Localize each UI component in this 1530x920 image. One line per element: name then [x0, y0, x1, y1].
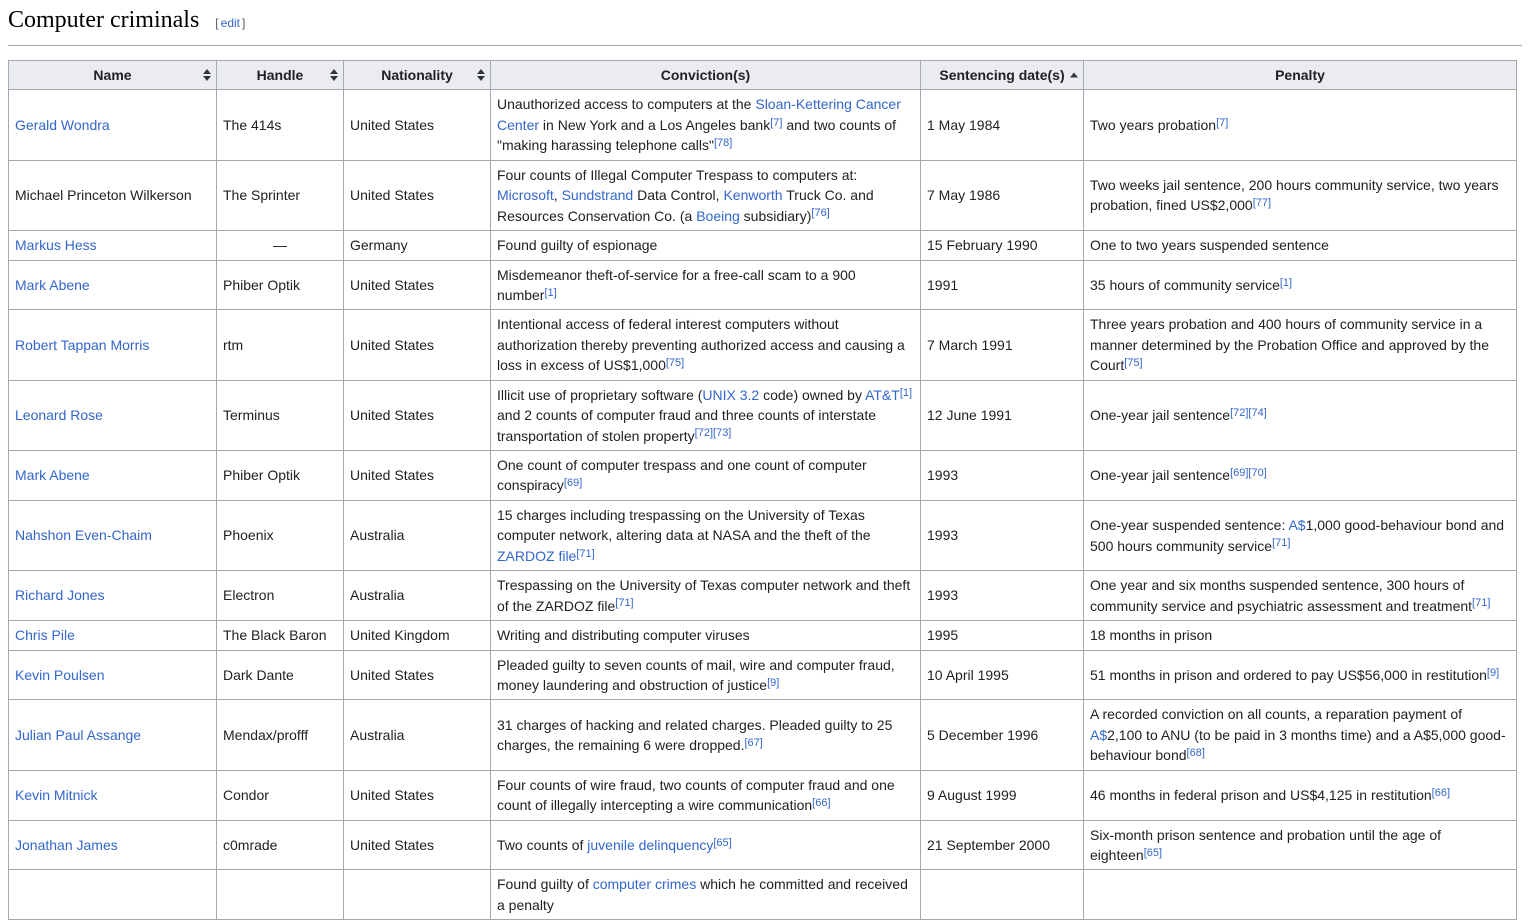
- sentencing-date-cell: 21 September 2000: [921, 820, 1084, 870]
- conviction-cell: 31 charges of hacking and related charges. Pleaded guilty to 25 charges, the remaining 6 were dropped.[67]: [491, 700, 921, 770]
- reference: [1272, 537, 1290, 549]
- nationality-cell: United Kingdom: [344, 621, 491, 650]
- sentencing-date-cell: 1991: [921, 260, 1084, 310]
- reference-link[interactable]: [1]: [899, 386, 913, 399]
- page-title: Computer criminals: [8, 7, 200, 33]
- reference-link[interactable]: [71]: [615, 597, 634, 610]
- reference-link[interactable]: [1]: [544, 286, 557, 299]
- conviction-cell: Trespassing on the University of Texas computer network and theft of the ZARDOZ file[71]: [491, 571, 921, 621]
- wiki-link[interactable]: juvenile delinquency: [587, 836, 714, 853]
- table-row: [9, 260, 1517, 310]
- handle-cell: The Sprinter: [217, 160, 344, 230]
- table-row: [9, 451, 1517, 501]
- wiki-link[interactable]: A$: [1090, 726, 1108, 743]
- reference: [615, 597, 633, 609]
- sentencing-date-cell: 1 May 1984: [921, 90, 1084, 160]
- reference: [1230, 407, 1267, 419]
- conviction-cell: 15 charges including trespassing on the University of Texas computer network, altering data at NASA and the theft of the ZARDOZ file[71]: [491, 500, 921, 570]
- conviction-cell: Found guilty of computer crimes which he committed and received a penalty: [491, 870, 921, 920]
- penalty-cell: One to two years suspended sentence: [1084, 231, 1517, 260]
- criminal-name-link[interactable]: Markus Hess: [15, 237, 97, 254]
- penalty-cell: Six-month prison sentence and probation until the age of eighteen[65]: [1084, 820, 1517, 870]
- column-header-label: Sentencing date(s): [939, 67, 1065, 84]
- wiki-link[interactable]: Microsoft: [497, 187, 554, 204]
- nationality-cell: United States: [344, 770, 491, 820]
- name-cell: [9, 451, 217, 501]
- computer-criminals-table: [8, 60, 1517, 920]
- wiki-link[interactable]: Kenworth: [723, 187, 783, 204]
- conviction-cell: Four counts of Illegal Computer Trespass to computers at: Microsoft, Sundstrand Data Control, Kenworth Truck Co. and Resources Conservation Co. (a Boeing subsidiary)[76]: [491, 160, 921, 230]
- reference-link[interactable]: [68]: [1186, 747, 1205, 760]
- handle-cell: The 414s: [217, 90, 344, 160]
- reference-link[interactable]: [67]: [744, 736, 763, 749]
- wiki-link[interactable]: ZARDOZ file: [497, 547, 577, 564]
- sentencing-date-cell: 15 February 1990: [921, 231, 1084, 260]
- sentencing-date-cell: 1993: [921, 500, 1084, 570]
- reference-link[interactable]: [75]: [1124, 357, 1143, 370]
- reference: [900, 387, 912, 399]
- penalty-cell: Two years probation[7]: [1084, 90, 1517, 160]
- criminal-name-link[interactable]: Richard Jones: [15, 587, 105, 604]
- sentencing-date-cell: 12 June 1991: [921, 380, 1084, 450]
- handle-cell: —: [217, 231, 344, 260]
- reference-link[interactable]: [9]: [767, 676, 780, 689]
- reference-link[interactable]: [72][73]: [694, 427, 732, 440]
- edit-bracket-open: [: [215, 16, 219, 30]
- penalty-cell: [1084, 870, 1517, 920]
- reference: [811, 207, 829, 219]
- wiki-link[interactable]: Boeing: [696, 207, 740, 224]
- reference-link[interactable]: [1]: [1279, 276, 1293, 289]
- handle-cell: Phoenix: [217, 500, 344, 570]
- table-row: [9, 621, 1517, 650]
- reference: [544, 287, 556, 299]
- name-cell: [9, 770, 217, 820]
- penalty-cell: A recorded conviction on all counts, a reparation payment of A$2,100 to ANU (to be paid in 3 months time) and a A$5,000 good-behaviour bond[68]: [1084, 700, 1517, 770]
- sentencing-date-cell: 10 April 1995: [921, 650, 1084, 700]
- name-cell: [9, 260, 217, 310]
- reference-link[interactable]: [71]: [1472, 597, 1491, 610]
- wiki-link[interactable]: Sundstrand: [561, 187, 634, 204]
- column-header-sentencing-date[interactable]: [921, 61, 1084, 90]
- edit-section: [215, 16, 245, 30]
- conviction-cell: One count of computer trespass and one count of computer conspiracy[69]: [491, 451, 921, 501]
- sort-both-icon: [330, 69, 338, 81]
- penalty-cell: 51 months in prison and ordered to pay US$56,000 in restitution[9]: [1084, 650, 1517, 700]
- header-row: [9, 61, 1517, 90]
- reference: [1487, 667, 1499, 679]
- reference: [1280, 277, 1292, 289]
- reference: [744, 737, 762, 749]
- name-cell: [9, 90, 217, 160]
- nationality-cell: United States: [344, 820, 491, 870]
- nationality-cell: United States: [344, 90, 491, 160]
- reference: [1216, 117, 1228, 129]
- nationality-cell: United States: [344, 650, 491, 700]
- table-row: [9, 770, 1517, 820]
- column-header-label: Conviction(s): [660, 67, 751, 84]
- reference-link[interactable]: [66]: [812, 796, 831, 809]
- reference: [1124, 357, 1142, 369]
- nationality-cell: United States: [344, 451, 491, 501]
- handle-cell: rtm: [217, 310, 344, 380]
- nationality-cell: United States: [344, 380, 491, 450]
- name-cell: [9, 621, 217, 650]
- criminal-name-link[interactable]: Kevin Mitnick: [15, 786, 98, 803]
- sentencing-date-cell: [921, 870, 1084, 920]
- sentencing-date-cell: 5 December 1996: [921, 700, 1084, 770]
- name-cell: [9, 650, 217, 700]
- name-cell: [9, 820, 217, 870]
- handle-cell: Phiber Optik: [217, 451, 344, 501]
- reference: [812, 797, 830, 809]
- nationality-cell: United States: [344, 160, 491, 230]
- sort-both-icon: [477, 69, 485, 81]
- criminal-name-link[interactable]: Mark Abene: [15, 276, 90, 293]
- table-row: [9, 700, 1517, 770]
- name-cell: [9, 310, 217, 380]
- nationality-cell: United States: [344, 310, 491, 380]
- criminal-name-link[interactable]: Jonathan James: [15, 836, 118, 853]
- sort-ascending-icon: [1070, 73, 1078, 78]
- reference-link[interactable]: [71]: [1272, 537, 1291, 550]
- sort-both-icon: [203, 69, 211, 81]
- handle-cell: Terminus: [217, 380, 344, 450]
- table-row: [9, 870, 1517, 920]
- reference: [1230, 467, 1267, 479]
- name-cell: [9, 160, 217, 230]
- table-row: [9, 160, 1517, 230]
- nationality-cell: [344, 870, 491, 920]
- wiki-link[interactable]: AT&T: [865, 386, 900, 403]
- wiki-link[interactable]: UNIX 3.2: [702, 386, 760, 403]
- criminal-name-text: Michael Princeton Wilkerson: [15, 187, 192, 204]
- criminal-name-link[interactable]: Nahshon Even-Chaim: [15, 527, 152, 544]
- conviction-cell: Pleaded guilty to seven counts of mail, wire and computer fraud, money laundering and obstruction of justice[9]: [491, 650, 921, 700]
- criminal-name-link[interactable]: Leonard Rose: [15, 407, 103, 424]
- conviction-cell: Illicit use of proprietary software (UNIX 3.2 code) owned by AT&T[1] and 2 counts of computer fraud and three counts of interstate transportation of stolen property[72][73]: [491, 380, 921, 450]
- penalty-cell: Three years probation and 400 hours of community service in a manner determined by the Probation Office and approved by the Court[75]: [1084, 310, 1517, 380]
- column-header-label: Handle: [256, 67, 304, 84]
- column-header-label: Name: [93, 67, 132, 84]
- reference-link[interactable]: [78]: [713, 137, 733, 150]
- reference: [1144, 847, 1162, 859]
- criminals-table-body: [9, 90, 1517, 920]
- table-row: [9, 90, 1517, 160]
- reference-link[interactable]: [7]: [1216, 116, 1229, 129]
- reference-link[interactable]: [66]: [1431, 786, 1451, 799]
- column-header-label: Nationality: [381, 67, 453, 84]
- conviction-cell: Intentional access of federal interest computers without authorization thereby preventing authorized access and causing a loss in excess of US$1,000[75]: [491, 310, 921, 380]
- reference-link[interactable]: [76]: [811, 207, 830, 220]
- conviction-cell: Four counts of wire fraud, two counts of computer fraud and one count of illegally intercepting a wire communication[66]: [491, 770, 921, 820]
- handle-cell: The Black Baron: [217, 621, 344, 650]
- wiki-link[interactable]: A$: [1288, 517, 1306, 534]
- column-header-label: Penalty: [1275, 67, 1325, 84]
- column-header-convictions: [491, 61, 921, 90]
- reference: [713, 837, 731, 849]
- sentencing-date-cell: 7 March 1991: [921, 310, 1084, 380]
- table-row: [9, 571, 1517, 621]
- reference-link[interactable]: [69]: [563, 477, 583, 490]
- penalty-cell: One year and six months suspended sentence, 300 hours of community service and psychiatric assessment and treatment[71]: [1084, 571, 1517, 621]
- name-cell: [9, 500, 217, 570]
- handle-cell: Electron: [217, 571, 344, 621]
- table-row: [9, 380, 1517, 450]
- reference: [576, 548, 594, 560]
- penalty-cell: 46 months in federal prison and US$4,125 in restitution[66]: [1084, 770, 1517, 820]
- name-cell: [9, 571, 217, 621]
- handle-cell: Phiber Optik: [217, 260, 344, 310]
- nationality-cell: Australia: [344, 571, 491, 621]
- reference: [1432, 787, 1450, 799]
- penalty-cell: One-year jail sentence[72][74]: [1084, 380, 1517, 450]
- conviction-cell: Writing and distributing computer viruses: [491, 621, 921, 650]
- penalty-cell: 18 months in prison: [1084, 621, 1517, 650]
- criminal-name-link[interactable]: Kevin Poulsen: [15, 666, 105, 683]
- reference: [770, 117, 782, 129]
- reference: [695, 427, 732, 439]
- conviction-cell: Misdemeanor theft-of-service for a free-call scam to a 900 number[1]: [491, 260, 921, 310]
- sentencing-date-cell: 1993: [921, 451, 1084, 501]
- penalty-cell: One-year jail sentence[69][70]: [1084, 451, 1517, 501]
- nationality-cell: Australia: [344, 500, 491, 570]
- table-row: [9, 231, 1517, 260]
- reference: [714, 137, 732, 149]
- edit-bracket-close: ]: [242, 16, 246, 30]
- reference-link[interactable]: [65]: [713, 836, 732, 849]
- reference-link[interactable]: [9]: [1486, 666, 1500, 679]
- reference-link[interactable]: [77]: [1252, 197, 1272, 210]
- reference: [767, 677, 779, 689]
- conviction-cell: Two counts of juvenile delinquency[65]: [491, 820, 921, 870]
- criminal-name-link[interactable]: Chris Pile: [15, 627, 75, 644]
- reference: [564, 477, 582, 489]
- reference-link[interactable]: [65]: [1143, 846, 1163, 859]
- criminal-name-link[interactable]: Mark Abene: [15, 467, 90, 484]
- table-row: [9, 500, 1517, 570]
- name-cell: [9, 870, 217, 920]
- table-row: [9, 820, 1517, 870]
- table-row: [9, 310, 1517, 380]
- section-heading: [8, 0, 1522, 46]
- handle-cell: Mendax/profff: [217, 700, 344, 770]
- reference-link[interactable]: [71]: [576, 547, 595, 560]
- criminal-name-link[interactable]: Robert Tappan Morris: [15, 336, 150, 353]
- handle-cell: c0mrade: [217, 820, 344, 870]
- nationality-cell: United States: [344, 260, 491, 310]
- reference: [1472, 597, 1490, 609]
- column-header-nationality[interactable]: [344, 61, 491, 90]
- reference: [1187, 747, 1205, 759]
- name-cell: [9, 380, 217, 450]
- wiki-link[interactable]: computer crimes: [592, 876, 697, 893]
- column-header-name[interactable]: [9, 61, 217, 90]
- handle-cell: [217, 870, 344, 920]
- wiki-link[interactable]: Sloan-Kettering Cancer Center: [497, 96, 901, 133]
- penalty-cell: 35 hours of community service[1]: [1084, 260, 1517, 310]
- table-row: [9, 650, 1517, 700]
- column-header-penalty: [1084, 61, 1517, 90]
- reference-link[interactable]: [72][74]: [1230, 406, 1267, 419]
- sentencing-date-cell: 1993: [921, 571, 1084, 621]
- name-cell: [9, 700, 217, 770]
- penalty-cell: One-year suspended sentence: A$1,000 good-behaviour bond and 500 hours community service[71]: [1084, 500, 1517, 570]
- handle-cell: Dark Dante: [217, 650, 344, 700]
- sentencing-date-cell: 9 August 1999: [921, 770, 1084, 820]
- conviction-cell: Found guilty of espionage: [491, 231, 921, 260]
- sentencing-date-cell: 1995: [921, 621, 1084, 650]
- name-cell: [9, 231, 217, 260]
- nationality-cell: Australia: [344, 700, 491, 770]
- reference-link[interactable]: [75]: [665, 357, 685, 370]
- handle-cell: Condor: [217, 770, 344, 820]
- edit-link[interactable]: edit: [220, 16, 240, 30]
- reference-link[interactable]: [7]: [770, 116, 783, 129]
- reference: [1253, 197, 1271, 209]
- column-header-handle[interactable]: [217, 61, 344, 90]
- reference: [666, 357, 684, 369]
- criminal-name-link[interactable]: Gerald Wondra: [15, 116, 110, 133]
- penalty-cell: Two weeks jail sentence, 200 hours community service, two years probation, fined US$2,000[77]: [1084, 160, 1517, 230]
- criminal-name-link[interactable]: Julian Paul Assange: [15, 726, 142, 743]
- nationality-cell: Germany: [344, 231, 491, 260]
- reference-link[interactable]: [69][70]: [1230, 467, 1267, 480]
- conviction-cell: Unauthorized access to computers at the Sloan-Kettering Cancer Center in New York and a Los Angeles bank[7] and two counts of "making harassing telephone calls"[78]: [491, 90, 921, 160]
- sentencing-date-cell: 7 May 1986: [921, 160, 1084, 230]
